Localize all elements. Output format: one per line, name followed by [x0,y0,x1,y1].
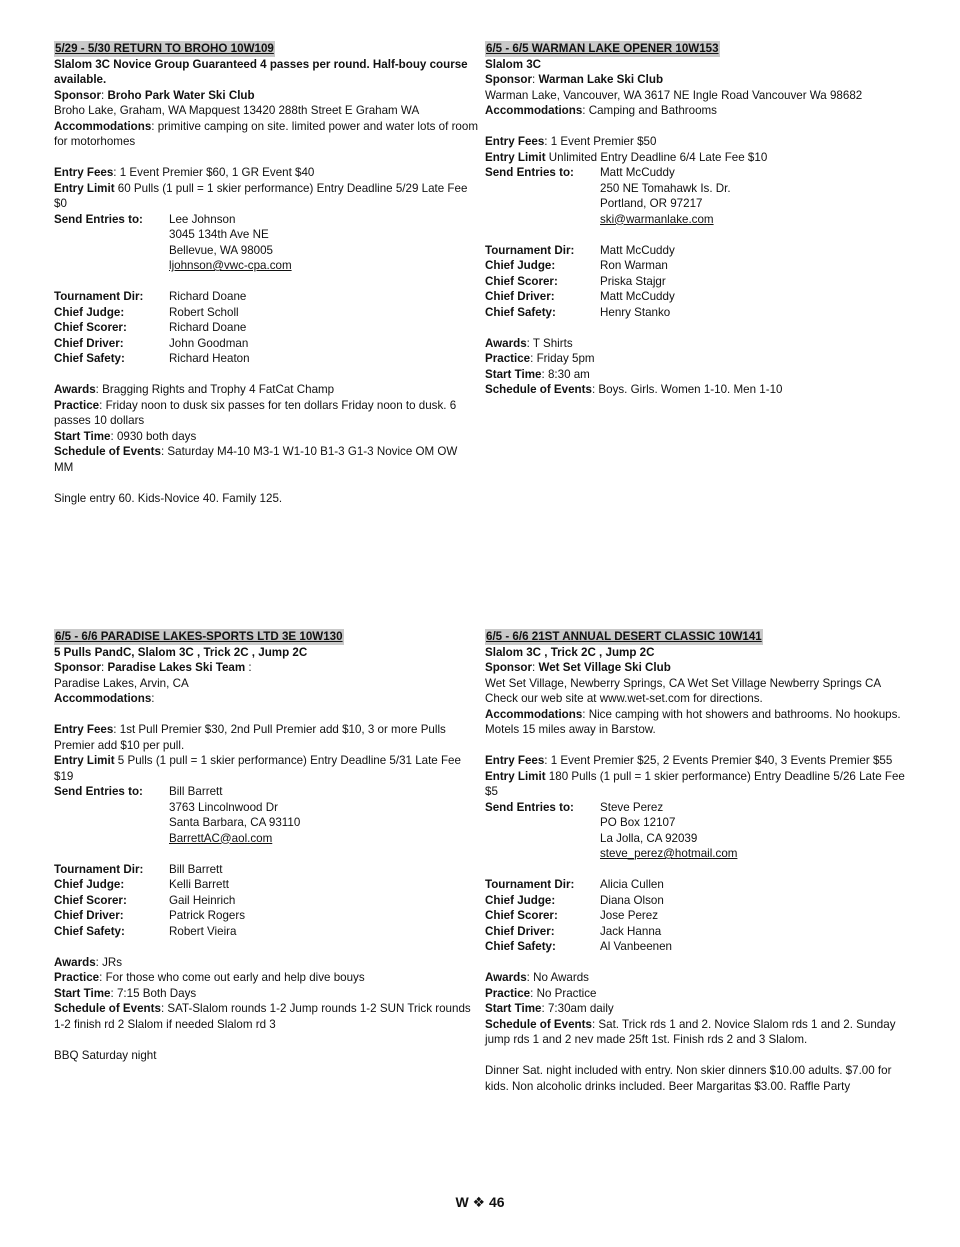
practice-line: Practice: Friday 5pm [485,352,595,365]
practice-line: Practice: Friday noon to dusk six passes for ten dollars Friday noon to dusk. 6 passes 10 dollars [54,398,457,427]
event-title: 6/5 - 6/6 PARADISE LAKES-SPORTS LTD 3E 10W130 [55,630,343,643]
location-line: Broho Lake, Graham, WA Mapquest 13420 288th Street E Graham WA [54,104,420,117]
staff-row: Chief Scorer: Richard Doane [54,321,247,334]
schedule-line: Schedule of Events: Saturday M4-10 M3-1 W1-10 B1-3 G1-3 Novice OM OW MM [54,445,458,474]
accommodations-line: Accommodations: [54,692,155,705]
staff-row: Chief Scorer: Jose Perez [485,909,658,922]
send-address-line: 250 NE Tomahawk Is. Dr. [600,181,731,195]
send-address-line: Portland, OR 97217 [600,197,703,210]
start-time-line: Start Time: 7:15 Both Days [54,986,197,1000]
staff-row: Chief Judge: Robert Scholl [54,305,239,319]
staff-row: Chief Scorer: Priska Stajgr [485,274,666,288]
entry-limit-line: Entry Limit Unlimited Entry Deadline 6/4 Late Fee $10 [485,150,768,164]
send-entries: Send Entries to: Bill Barrett [54,785,223,798]
staff-row: Tournament Dir: Richard Doane [54,290,247,303]
event-title: 6/5 - 6/6 21ST ANNUAL DESERT CLASSIC 10W141 [486,630,762,643]
event-block-desert-classic [485,629,910,1094]
entry-limit-line: Entry Limit 180 Pulls (1 pull = 1 skier performance) Entry Deadline 5/26 Late Fee $5 [485,769,905,798]
start-time-line: Start Time: 7:30am daily [485,1002,614,1015]
entry-limit-line: Entry Limit 60 Pulls (1 pull = 1 skier performance) Entry Deadline 5/29 Late Fee $0 [54,181,468,210]
event-title: 6/5 - 6/5 WARMAN LAKE OPENER 10W153 [486,42,719,55]
entry-fees-line: Entry Fees: 1st Pull Premier $30, 2nd Pull Premier add $10, 3 or more Pulls Premier add $10 per pull. [54,723,446,752]
send-address-line: PO Box 12107 [600,816,676,829]
schedule-line: Schedule of Events: Boys. Girls. Women 1-10. Men 1-10 [485,383,783,396]
location-line: Wet Set Village, Newberry Springs, CA Wet Set Village Newberry Springs CA Check our web site at www.wet-set.com for directions. [485,676,881,705]
location-line: Warman Lake, Vancouver, WA 3617 NE Ingle Road Vancouver Wa 98682 [485,88,863,102]
staff-row: Chief Driver: Matt McCuddy [485,290,675,303]
staff-row: Chief Judge: Kelli Barrett [54,878,229,891]
staff-row: Tournament Dir: Bill Barrett [54,862,223,876]
event-classes: Slalom 3C , Trick 2C , Jump 2C [485,645,655,659]
event-classes: 5 Pulls PandC, Slalom 3C , Trick 2C , Jump 2C [54,645,308,659]
staff-row: Tournament Dir: Matt McCuddy [485,243,675,257]
send-address-line: 3763 Lincolnwood Dr [169,800,278,814]
sponsor-line: Sponsor: Warman Lake Ski Club [485,73,664,86]
schedule-line: Schedule of Events: Sat. Trick rds 1 and 2. Novice Slalom rds 1 and 2. Sunday jump rds 1 and 2 nev made 25ft 1st. Finish rds 2 and 3 Slalom. [485,1017,896,1046]
send-email[interactable]: ljohnson@vwc-cpa.com [169,259,292,272]
send-address-line: 3045 134th Ave NE [169,228,269,241]
send-address-line: Bellevue, WA 98005 [169,243,273,257]
entry-limit-line: Entry Limit 5 Pulls (1 pull = 1 skier performance) Entry Deadline 5/31 Late Fee $19 [54,754,461,783]
accommodations-line: Accommodations: primitive camping on site. limited power and water lots of room for motorhomes [54,119,478,148]
event-title: 5/29 - 5/30 RETURN TO BROHO 10W109 [55,42,274,55]
staff-row: Chief Judge: Diana Olson [485,893,664,907]
staff-row: Chief Driver: Jack Hanna [485,924,662,938]
event-classes: Slalom 3C Novice Group Guaranteed 4 passes per round. Half-bouy course available. [54,57,468,86]
awards-line: Awards: No Awards [485,971,589,984]
staff-row: Chief Safety: Al Vanbeenen [485,940,672,953]
location-line: Paradise Lakes, Arvin, CA [54,676,189,690]
staff-row: Chief Driver: John Goodman [54,336,249,350]
notes-line: Single entry 60. Kids-Novice 40. Family 125. [54,491,283,505]
notes-line: Dinner Sat. night included with entry. Non skier dinners $10.00 adults. $7.00 for kids. Non alcoholic drinks included. Beer Margaritas $3.00. Raffle Party [485,1064,892,1093]
event-classes: Slalom 3C [485,57,542,71]
staff-row: Chief Driver: Patrick Rogers [54,909,246,922]
send-entries: Send Entries to: Lee Johnson [54,212,236,226]
entry-fees-line: Entry Fees: 1 Event Premier $50 [485,135,657,148]
accommodations-line: Accommodations: Nice camping with hot showers and bathrooms. No hookups. Motels 15 miles away in Barstow. [485,707,901,736]
entry-fees-line: Entry Fees: 1 Event Premier $60, 1 GR Event $40 [54,166,315,179]
staff-row: Chief Scorer: Gail Heinrich [54,893,236,907]
notes-line: BBQ Saturday night [54,1048,157,1062]
practice-line: Practice: No Practice [485,986,597,1000]
staff-row: Chief Judge: Ron Warman [485,259,668,272]
event-block-paradise [54,629,479,1063]
sponsor-line: Sponsor: Broho Park Water Ski Club [54,88,255,102]
staff-row: Chief Safety: Robert Vieira [54,924,237,938]
awards-line: Awards: T Shirts [485,336,573,350]
entry-fees-line: Entry Fees: 1 Event Premier $25, 2 Events Premier $40, 3 Events Premier $55 [485,754,893,767]
practice-line: Practice: For those who come out early and help dive bouys [54,971,365,984]
event-block-broho [54,41,479,506]
start-time-line: Start Time: 0930 both days [54,429,197,443]
send-entries: Send Entries to: Matt McCuddy [485,166,675,179]
send-entries: Send Entries to: Steve Perez [485,800,664,814]
send-email[interactable]: steve_perez@hotmail.com [600,847,738,860]
awards-line: Awards: JRs [54,955,123,969]
schedule-line: Schedule of Events: SAT-Slalom rounds 1-2 Jump rounds 1-2 SUN Trick rounds 1-2 finish rd 2 Slalom if needed Slalom rd 3 [54,1002,471,1031]
send-email[interactable]: BarrettAC@aol.com [169,831,273,845]
start-time-line: Start Time: 8:30 am [485,367,590,381]
awards-line: Awards: Bragging Rights and Trophy 4 FatCat Champ [54,383,335,396]
accommodations-line: Accommodations: Camping and Bathrooms [485,104,717,117]
send-address-line: Santa Barbara, CA 93110 [169,816,301,829]
staff-row: Chief Safety: Richard Heaton [54,352,250,365]
send-email[interactable]: ski@warmanlake.com [600,212,714,226]
sponsor-line: Sponsor: Wet Set Village Ski Club [485,661,671,674]
event-block-warman [485,41,910,398]
sponsor-line: Sponsor: Paradise Lakes Ski Team : [54,661,252,674]
staff-row: Chief Safety: Henry Stanko [485,305,671,319]
page-number: W ❖ 46 [455,1194,505,1210]
staff-row: Tournament Dir: Alicia Cullen [485,878,664,891]
send-address-line: La Jolla, CA 92039 [600,831,698,845]
